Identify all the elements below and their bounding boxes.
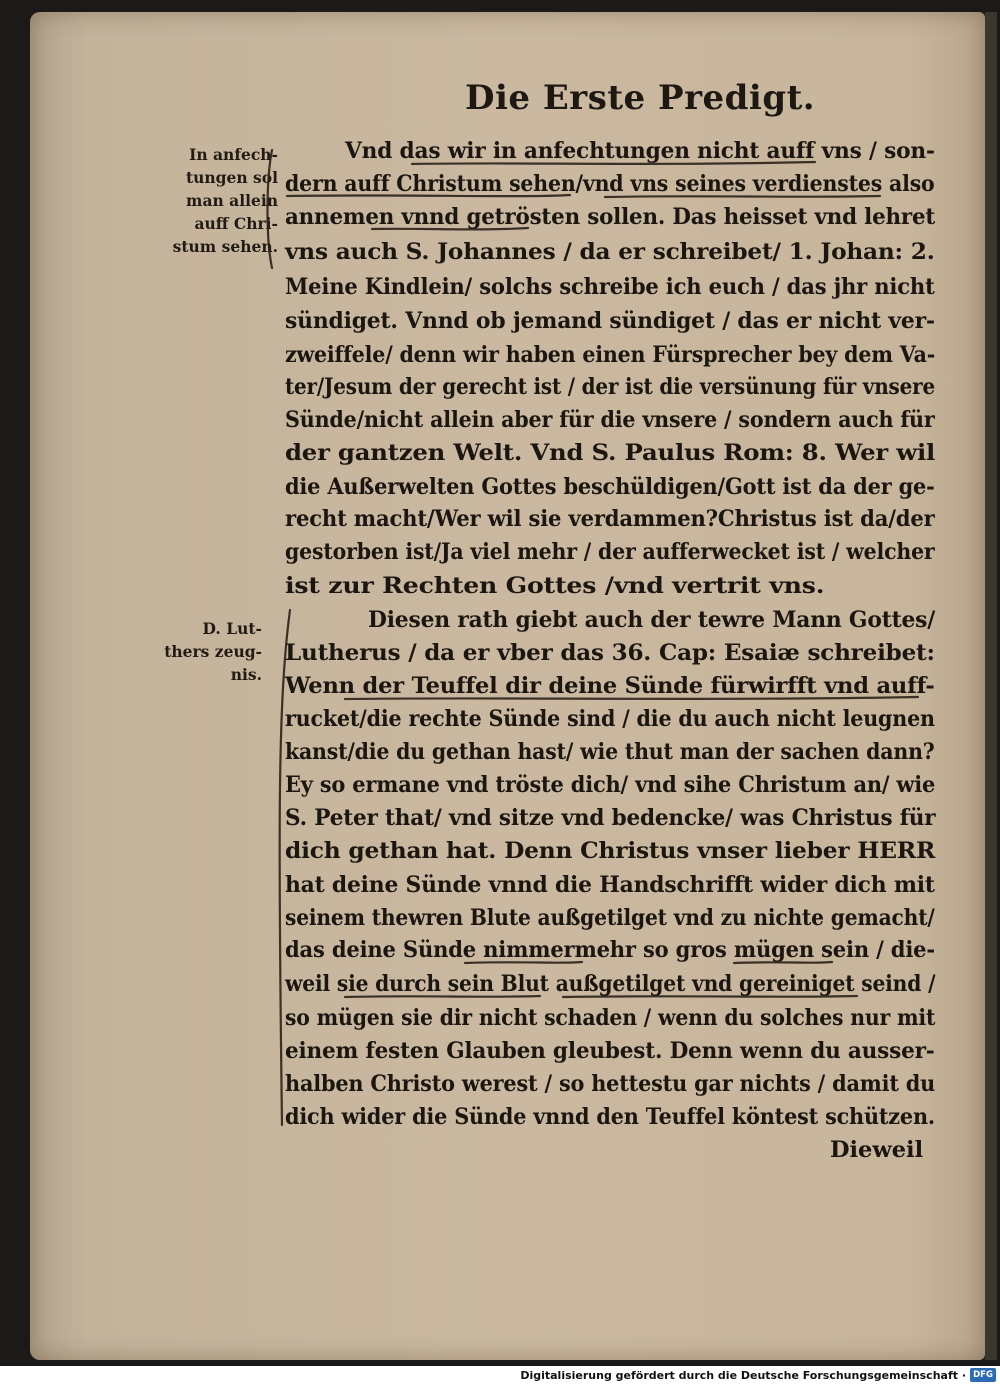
text-line: weil sie durch sein Blut außgetilget vnd gereiniget seind / [285,971,936,997]
text-line: seinem thewren Blute außgetilget vnd zu nichte gemacht/ [285,905,935,931]
footer-credit: Digitalisierung gefördert durch die Deutsche Forschungsgemeinschaft · [520,1369,966,1382]
catchword: Dieweil [830,1137,924,1163]
running-head: Die Erste Predigt. [465,78,816,118]
text-line: rucket/die rechte Sünde sind / die du auch nicht leugnen [285,706,935,732]
margin-note-line: tungen sol [185,168,278,187]
text-line: Lutherus / da er vber das 36. Cap: Esaiæ schreibet: [285,640,935,666]
text-line: gestorben ist/Ja viel mehr / der aufferwecket ist / welcher [285,539,935,565]
text-line: Wenn der Teuffel dir deine Sünde fürwirfft vnd auff- [285,673,935,699]
text-line: kanst/die du gethan hast/ wie thut man der sachen dann? [285,739,935,765]
text-line: vns auch S. Johannes / da er schreibet/ 1. Johan: 2. [285,239,935,265]
margin-note-anfechtungen [160,143,278,258]
text-line: ist zur Rechten Gottes /vnd vertrit vns. [285,573,825,599]
text-line: ter/Jesum der gerecht ist / der ist die versünung für vnsere [285,374,935,400]
text-line: annemen vnnd getrösten sollen. Das heisset vnd lehret [285,204,936,230]
text-line: Meine Kindlein/ solchs schreibe ich euch / das jhr nicht [285,274,935,300]
text-line: halben Christo werest / so hettestu gar nichts / damit du [285,1071,936,1097]
footer-bar [0,1366,1000,1388]
text-line: S. Peter that/ vnd sitze vnd bedencke/ was Christus für [285,805,936,831]
text-line: das deine Sünde nimmermehr so gros mügen sein / die- [285,937,935,963]
margin-note-line: man allein [186,191,278,210]
text-line: dich gethan hat. Denn Christus vnser lieber HERR [285,838,936,864]
margin-note-luthers-zeugnis [160,617,262,686]
text-line: der gantzen Welt. Vnd S. Paulus Rom: 8. Wer wil [285,440,936,466]
margin-note-line: D. Lut- [202,619,262,638]
text-line: sündiget. Vnnd ob jemand sündiget / das er nicht ver- [285,308,935,334]
text-line: dern auff Christum sehen/vnd vns seines verdienstes also [285,171,935,197]
dfg-logo: DFG [970,1368,996,1382]
text-line: Vnd das wir in anfechtungen nicht auff vns / son- [345,138,935,164]
margin-note-line: nis. [230,665,262,684]
margin-note-line: In anfech- [189,145,278,164]
margin-note-line: thers zeug- [164,642,262,661]
text-line: einem festen Glauben gleubest. Denn wenn du ausser- [285,1038,935,1064]
text-line: zweiffele/ denn wir haben einen Fürsprecher bey dem Va- [285,342,936,368]
text-line: Sünde/nicht allein aber für die vnsere / sondern auch für [285,407,935,433]
text-line: die Außerwelten Gottes beschüldigen/Gott ist da der ge- [285,474,935,500]
text-line: hat deine Sünde vnnd die Handschrifft wider dich mit [285,872,935,898]
text-line: Diesen rath giebt auch der tewre Mann Gottes/ [368,607,936,633]
text-line: recht macht/Wer wil sie verdammen?Christus ist da/der [285,506,935,532]
page-edge-shadow [985,12,997,1360]
margin-note-line: stum sehen. [172,237,278,256]
text-line: dich wider die Sünde vnnd den Teuffel köntest schützen. [285,1104,935,1130]
margin-note-line: auff Chri- [194,214,278,233]
text-line: Ey so ermane vnd tröste dich/ vnd sihe Christum an/ wie [285,772,936,798]
text-line: so mügen sie dir nicht schaden / wenn du solches nur mit [285,1005,936,1031]
